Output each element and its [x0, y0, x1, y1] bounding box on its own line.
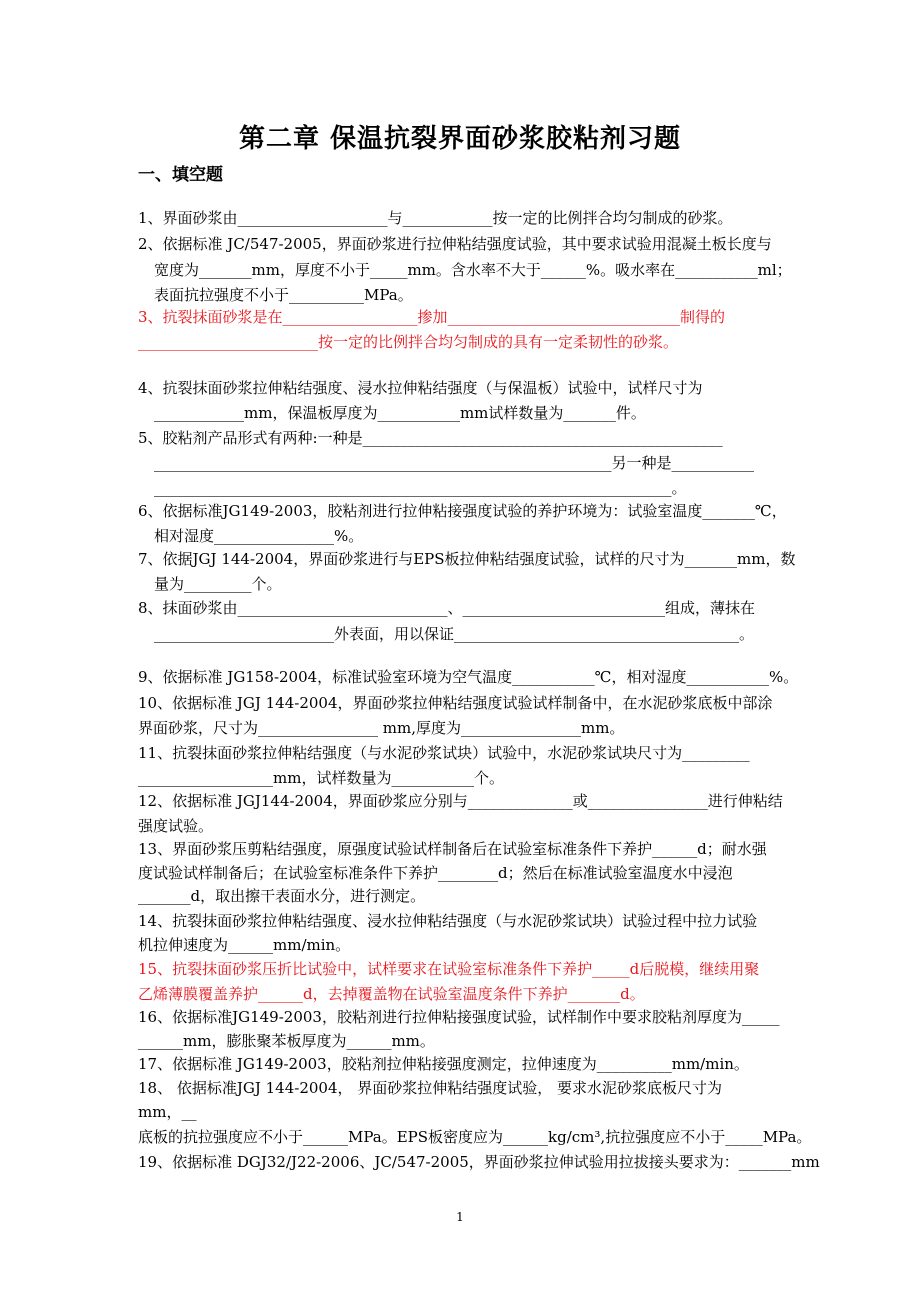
question-line-highlighted: 15、抗裂抹面砂浆压折比试验中，试样要求在试验室标准条件下养护_____d后脱模，继续用聚 — [138, 960, 760, 978]
page-title: 第二章 保温抗裂界面砂浆胶粘剂习题 — [238, 124, 682, 154]
question-line: __________________mm，试样数量为___________个。 — [138, 769, 504, 787]
question-line: 界面砂浆，尺寸为________________ mm,厚度为________________mm。 — [138, 719, 625, 737]
question-line: 17、依据标准 JG149-2003，胶粘剂拉伸粘接强度测定，拉伸速度为__________mm/min。 — [138, 1055, 749, 1073]
question-line-highlighted: ________________________按一定的比例拌合均匀制成的具有一定柔韧性的砂浆。 — [138, 333, 679, 351]
question-line: 宽度为_______mm，厚度不小于_____mm。含水率不大于______%。吸水率在___________ml； — [154, 261, 792, 279]
question-line: ______mm，膨胀聚苯板厚度为______mm。 — [138, 1032, 435, 1050]
question-line-highlighted: 3、抗裂抹面砂浆是在__________________掺加_______________________________制得的 — [138, 308, 726, 326]
question-line: 量为_________个。 — [154, 575, 282, 593]
question-line: ____________mm，保温板厚度为___________mm试样数量为_______件。 — [154, 404, 646, 422]
question-line: _____________________________________________________________________。 — [154, 479, 687, 497]
question-line: 强度试验。 — [138, 817, 214, 835]
question-line: _____________________________________________________________另一种是___________ — [154, 454, 755, 472]
question-line: 19、依据标准 DGJ32/J22-2006、JC/547-2005，界面砂浆拉伸试验用拉拔接头要求为：_______mm — [138, 1153, 820, 1171]
question-line-highlighted: 乙烯薄膜覆盖养护______d，去掉覆盖物在试验室温度条件下养护_______d。 — [138, 985, 645, 1003]
question-line: 4、抗裂抹面砂浆拉伸粘结强度、浸水拉伸粘结强度（与保温板）试验中，试样尺寸为 — [138, 379, 703, 397]
question-line: 5、胶粘剂产品形式有两种:一种是________________________________________________ — [138, 429, 723, 447]
question-line: 2、依据标准 JC/547-2005，界面砂浆进行拉伸粘结强度试验，其中要求试验用混凝土板长度与 — [138, 235, 772, 253]
question-line: 8、抹面砂浆由____________________________、___________________________组成，薄抹在 — [138, 599, 756, 617]
question-line: 13、界面砂浆压剪粘结强度，原强度试验试样制备后在试验室标准条件下养护______d；耐水强 — [138, 840, 767, 858]
question-line: 12、依据标准 JGJ144-2004，界面砂浆应分别与______________或________________进行伸粘结 — [138, 792, 783, 810]
question-line: 机拉伸速度为______mm/min。 — [138, 936, 351, 954]
question-line: 度试验试样制备后；在试验室标准条件下养护________d；然后在标准试验室温度水中浸泡 — [138, 864, 733, 882]
question-line: 7、依据JGJ 144-2004，界面砂浆进行与EPS板拉伸粘结强度试验，试样的尺寸为_______mm，数 — [138, 550, 796, 568]
question-line: 9、依据标准 JG158-2004，标准试验室环境为空气温度___________℃，相对湿度___________%。 — [138, 668, 799, 686]
page-number: 1 — [456, 1210, 464, 1224]
question-line: 18、 依据标准JGJ 144-2004， 界面砂浆拉伸粘结强度试验， 要求水泥砂浆底板尺寸为 — [138, 1079, 723, 1097]
question-line: 11、抗裂抹面砂浆拉伸粘结强度（与水泥砂浆试块）试验中，水泥砂浆试块尺寸为_________ — [138, 744, 750, 762]
question-line: 16、依据标准JG149-2003，胶粘剂进行拉伸粘接强度试验，试样制作中要求胶粘剂厚度为_____ — [138, 1008, 780, 1026]
section-heading: 一、填空题 — [138, 165, 223, 185]
question-line: mm，__ — [138, 1103, 197, 1121]
question-line: 相对湿度________________%。 — [154, 527, 364, 545]
question-line: 6、依据标准JG149-2003，胶粘剂进行拉伸粘接强度试验的养护环境为：试验室温度_______℃， — [138, 502, 787, 520]
question-line: 10、依据标准 JGJ 144-2004，界面砂浆拉伸粘结强度试验试样制备中，在水泥砂浆底板中部涂 — [138, 694, 773, 712]
question-line: 1、界面砂浆由____________________与____________按一定的比例拌合均匀制成的砂浆。 — [138, 209, 733, 227]
question-line: 底板的抗拉强度应不小于______MPa。EPS板密度应为______kg/cm³,抗拉强度应不小于_____MPa。 — [138, 1128, 812, 1146]
question-line: 14、抗裂抹面砂浆拉伸粘结强度、浸水拉伸粘结强度（与水泥砂浆试块）试验过程中拉力试验 — [138, 912, 758, 930]
question-line: _______d，取出擦干表面水分，进行测定。 — [138, 887, 426, 905]
question-line: ________________________外表面，用以保证______________________________________。 — [154, 625, 755, 643]
question-line: 表面抗拉强度不小于__________MPa。 — [154, 286, 413, 304]
